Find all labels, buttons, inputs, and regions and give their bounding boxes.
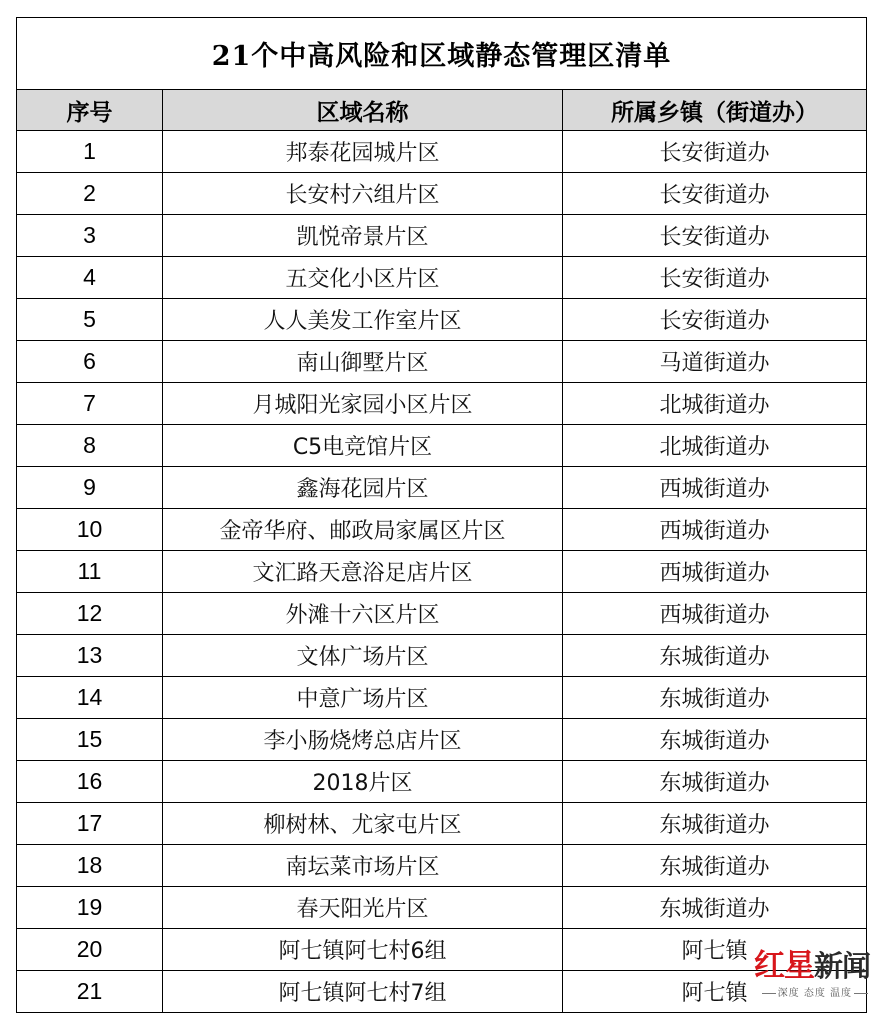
cell-town: 北城街道办 [563, 383, 867, 425]
cell-area: 南坛菜市场片区 [163, 845, 563, 887]
watermark-slogan-text: 深度 态度 温度 [777, 988, 852, 999]
cell-town: 马道街道办 [563, 341, 867, 383]
cell-seq: 17 [17, 803, 163, 845]
table-row [17, 131, 867, 173]
cell-seq: 15 [17, 719, 163, 761]
cell-town: 西城街道办 [563, 509, 867, 551]
cell-area: 南山御墅片区 [163, 341, 563, 383]
cell-town: 东城街道办 [563, 719, 867, 761]
cell-seq: 14 [17, 677, 163, 719]
cell-area: 2018片区 [163, 761, 563, 803]
table-row [17, 425, 867, 467]
watermark-slogan [760, 987, 870, 1001]
cell-seq: 16 [17, 761, 163, 803]
cell-town: 长安街道办 [563, 173, 867, 215]
table-row [17, 719, 867, 761]
watermark-logo [740, 947, 870, 1007]
cell-area: 长安村六组片区 [163, 173, 563, 215]
cell-town: 阿七镇 [563, 971, 867, 1013]
cell-seq: 11 [17, 551, 163, 593]
cell-town: 长安街道办 [563, 131, 867, 173]
cell-town: 西城街道办 [563, 551, 867, 593]
cell-town: 东城街道办 [563, 761, 867, 803]
cell-area: 邦泰花园城片区 [163, 131, 563, 173]
table-row [17, 173, 867, 215]
cell-seq: 6 [17, 341, 163, 383]
table-row [17, 299, 867, 341]
cell-town: 东城街道办 [563, 677, 867, 719]
cell-town: 东城街道办 [563, 635, 867, 677]
column-header-seq: 序号 [17, 90, 163, 131]
column-header-area: 区域名称 [163, 90, 563, 131]
cell-town: 东城街道办 [563, 845, 867, 887]
cell-seq: 18 [17, 845, 163, 887]
cell-seq: 20 [17, 929, 163, 971]
cell-area: 鑫海花园片区 [163, 467, 563, 509]
cell-seq: 21 [17, 971, 163, 1013]
cell-area: 中意广场片区 [163, 677, 563, 719]
cell-town: 长安街道办 [563, 215, 867, 257]
table-row [17, 887, 867, 929]
cell-seq: 10 [17, 509, 163, 551]
cell-area: 凯悦帝景片区 [163, 215, 563, 257]
cell-seq: 13 [17, 635, 163, 677]
cell-town: 长安街道办 [563, 299, 867, 341]
table-body [17, 131, 867, 1013]
table-row [17, 467, 867, 509]
cell-area: 人人美发工作室片区 [163, 299, 563, 341]
table-row [17, 509, 867, 551]
risk-area-table [16, 17, 867, 1013]
table-row [17, 803, 867, 845]
cell-seq: 4 [17, 257, 163, 299]
cell-town: 西城街道办 [563, 593, 867, 635]
cell-area: 五交化小区片区 [163, 257, 563, 299]
table-row [17, 635, 867, 677]
cell-seq: 19 [17, 887, 163, 929]
table-row [17, 551, 867, 593]
table-title: 21个中高风险和区域静态管理区清单 [17, 18, 867, 90]
cell-area: 文汇路天意浴足店片区 [163, 551, 563, 593]
cell-seq: 1 [17, 131, 163, 173]
cell-town: 长安街道办 [563, 257, 867, 299]
cell-seq: 8 [17, 425, 163, 467]
table-row [17, 383, 867, 425]
table-header-row [17, 90, 867, 131]
cell-area: 金帝华府、邮政局家属区片区 [163, 509, 563, 551]
cell-area: 外滩十六区片区 [163, 593, 563, 635]
cell-area: 春天阳光片区 [163, 887, 563, 929]
cell-seq: 5 [17, 299, 163, 341]
cell-town: 西城街道办 [563, 467, 867, 509]
table-row [17, 257, 867, 299]
column-header-town: 所属乡镇（街道办） [563, 90, 867, 131]
cell-seq: 3 [17, 215, 163, 257]
watermark-brand [754, 947, 870, 985]
watermark-brand-red: 红星 [753, 948, 814, 984]
cell-town: 北城街道办 [563, 425, 867, 467]
table-row [17, 341, 867, 383]
table-row [17, 677, 867, 719]
cell-area: 柳树林、尤家屯片区 [163, 803, 563, 845]
cell-area: 李小肠烧烤总店片区 [163, 719, 563, 761]
table-row [17, 593, 867, 635]
watermark-brand-dark: 新闻 [813, 949, 870, 983]
table-row [17, 761, 867, 803]
cell-area: 月城阳光家园小区片区 [163, 383, 563, 425]
cell-seq: 12 [17, 593, 163, 635]
cell-area: 阿七镇阿七村6组 [163, 929, 563, 971]
table-row [17, 845, 867, 887]
cell-town: 阿七镇 [563, 929, 867, 971]
cell-town: 东城街道办 [563, 803, 867, 845]
cell-town: 东城街道办 [563, 887, 867, 929]
table-row [17, 215, 867, 257]
cell-area: 阿七镇阿七村7组 [163, 971, 563, 1013]
cell-seq: 2 [17, 173, 163, 215]
cell-area: C5电竞馆片区 [163, 425, 563, 467]
cell-seq: 9 [17, 467, 163, 509]
cell-area: 文体广场片区 [163, 635, 563, 677]
cell-seq: 7 [17, 383, 163, 425]
